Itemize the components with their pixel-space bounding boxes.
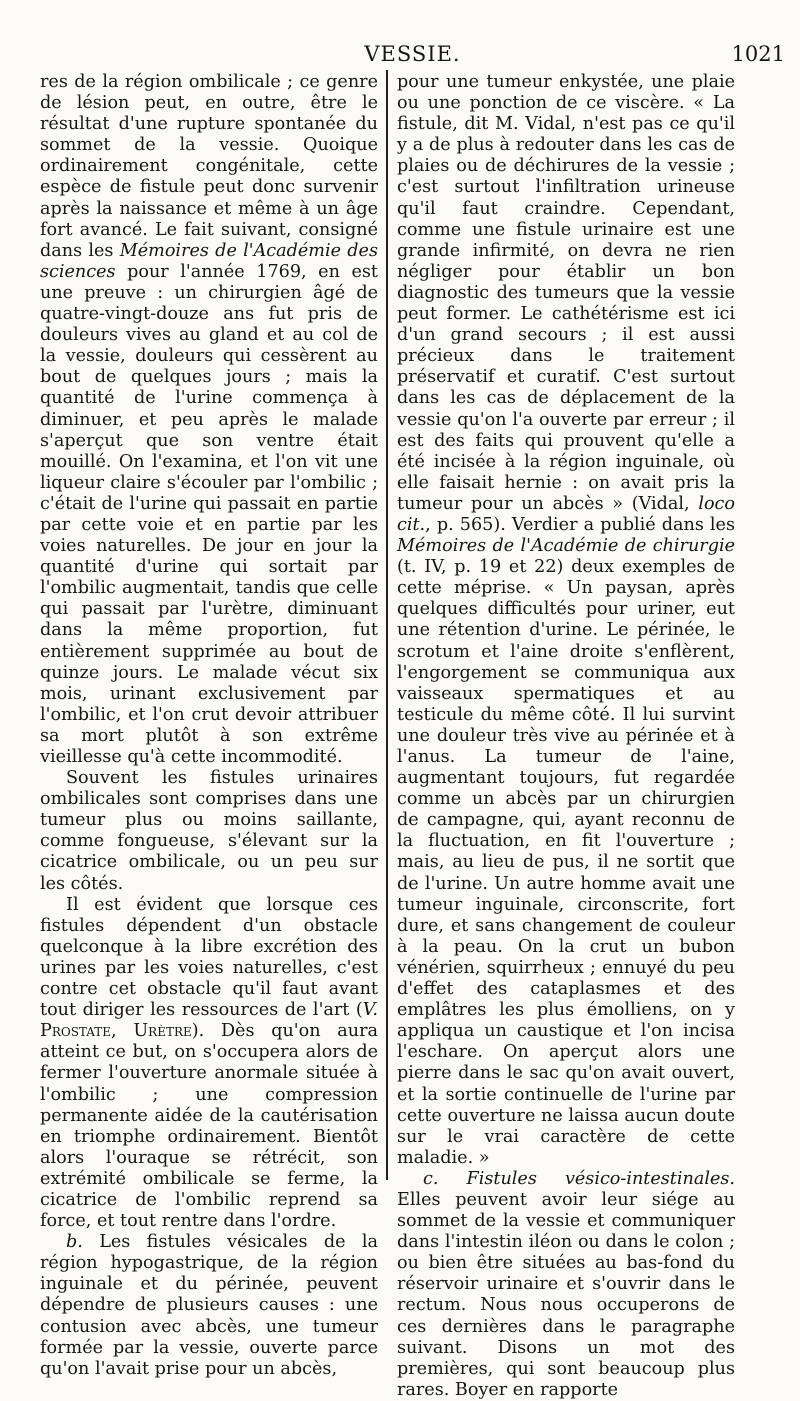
cross-reference-marker: V. bbox=[362, 1000, 378, 1021]
italic-title: Mémoires de l'Académie de chirurgie bbox=[397, 536, 735, 557]
cross-reference: Prostate, Urètre bbox=[40, 1021, 192, 1042]
paragraph: Souvent les fistules urinaires ombilicales sont comprises dans une tumeur plus ou moins saillante, comme fongueuse, s'élevant sur la cicatrice ombilicale, ou un peu sur les côtés. bbox=[40, 768, 378, 894]
section-heading: Fistules vésico-intestinales. bbox=[466, 1168, 735, 1189]
text-run: Les fistules vésicales de la région hypogastrique, de la région inguinale et du périnée, peuvent dépendre de plusieurs causes : une contusion avec abcès, une tumeur formée par la vessie, ouverte parce qu'on l'avait prise pour un abcès, bbox=[40, 1232, 379, 1379]
running-header bbox=[40, 40, 785, 72]
column-rule bbox=[386, 70, 388, 1180]
text-run: pour une tumeur enkystée, une plaie ou une ponction de ce viscère. « La fistule, dit M. Vidal, n'est pas ce qu'il y a de plus à redouter dans les cas de plaies ou de déchirures de la vessie ; c'est surtout l'infiltration urineuse qu'il faut craindre. Cependant, comme une fistule urinaire est une grande infirmité, on devra ne rien négliger pour établir un bon diagnostic des tumeurs que la vessie peut former. Le cathétérisme est ici d'un grand secours ; il est aussi précieux dans le traitement préservatif et curatif. C'est surtout dans les cas de déplacement de la vessie qu'on l'a ouverte par erreur ; il est des faits qui prouvent qu'elle a été incisée à la région inguinale, où elle faisait hernie : on avait pris la tumeur pour un abcès » (Vidal, bbox=[397, 72, 735, 514]
paragraph bbox=[40, 895, 378, 1233]
paragraph bbox=[40, 72, 378, 768]
section-label: b. bbox=[66, 1232, 83, 1253]
running-title: VESSIE. bbox=[364, 42, 461, 66]
italic-citation: loco cit. bbox=[397, 493, 735, 535]
page-number: 1021 bbox=[731, 42, 785, 66]
paragraph bbox=[397, 72, 735, 1169]
text-run: (t. IV, p. 19 et 22) deux exemples de cette méprise. « Un paysan, après quelques difficultés pour uriner, eut une rétention d'urine. Le périnée, le scrotum et l'aine droite s'enflèrent, l'engorgement se communiqua aux vaisseaux spermatiques et au testicule du même côté. Il lui survint une douleur très vive au périnée et à l'anus. La tumeur de l'aine, augmentant toujours, fut regardée comme un abcès par un chirurgien de campagne, qui, ayant reconnu de la fluctuation, en fit l'ouverture ; mais, au lieu de pus, il ne sortit que de l'urine. Un autre homme avait une tumeur inguinale, circonscrite, fort dure, et sans changement de couleur à la peau. On la crut un bubon vénérien, squirrheux ; ennuyé du peu d'effet des cataplasmes et des emplâtres les plus émolliens, on y appliqua un caustique et l'on incisa l'eschare. On aperçut alors une pierre dans le sac qu'on avait ouvert, et la sortie continuelle de l'urine par cette ouverture ne laissa aucun doute sur le vrai caractère de cette maladie. » bbox=[397, 557, 735, 1168]
text-run: Il est évident que lorsque ces fistules dépendent d'un obstacle quelconque à la libre excrétion des urines par les voies naturelles, c'est contre cet obstacle qu'il faut avant tout diriger les ressources de l'art ( bbox=[40, 894, 378, 1021]
section-label: c. bbox=[423, 1168, 439, 1189]
paragraph bbox=[40, 1232, 378, 1380]
text-run: pour l'année 1769, en est une preuve : un chirurgien âgé de quatre-vingt-douze ans fut pris de douleurs vives au gland et au col de la vessie, douleurs qui cessèrent au bout de quelques jours ; mais la quantité de l'urine commença à diminuer, et peu après le malade s'aperçut que son ventre était mouillé. On l'examina, et l'on vit une liqueur claire s'écouler par l'ombilic ; c'était de l'urine qui passait en partie par cette voie et en partie par les voies naturelles. De jour en jour la quantité d'urine qui sortait par l'ombilic augmentait, tandis que celle qui passait par l'urètre, diminuant dans la même proportion, fut entièrement supprimée au bout de quinze jours. Le malade vécut six mois, urinant exclusivement par l'ombilic, et l'on crut devoir attribuer sa mort plutôt à son extrême vieillesse qu'à cette incommodité. bbox=[40, 261, 378, 767]
text-run: , p. 565). Verdier a publié dans les bbox=[425, 514, 735, 535]
text-run: ). Dès qu'on aura atteint ce but, on s'occupera alors de fermer l'ouverture anormale située à l'ombilic ; une compression permanente aidée de la cautérisation en triomphe ordinairement. Bientôt alors l'ouraque se rétrécit, son extrémité ombilicale se ferme, la cicatrice de l'ombilic reprend sa force, et tout rentre dans l'ordre. bbox=[40, 1021, 378, 1232]
text-run: Elles peuvent avoir leur siége au sommet de la vessie et communiquer dans l'intestin iléon ou dans le colon ; ou bien être situées au bas-fond du réservoir urinaire et s'ouvrir dans le rectum. Nous nous occuperons de ces dernières dans le paragraphe suivant. Disons un mot des premières, qui sont beaucoup plus rares. Boyer en rapporte bbox=[397, 1189, 735, 1400]
paragraph bbox=[397, 1169, 735, 1401]
right-column bbox=[397, 72, 735, 1401]
left-column bbox=[40, 72, 378, 1380]
italic-title: Mémoires de l'Académie des sciences bbox=[40, 240, 379, 282]
text-run: res de la région ombilicale ; ce genre de lésion peut, en outre, être le résultat d'une rupture spontanée du sommet de la vessie. Quoique ordinairement congénitale, cette espèce de fistule peut donc survenir après la naissance et même à un âge fort avancé. Le fait suivant, consigné dans les bbox=[40, 72, 378, 261]
